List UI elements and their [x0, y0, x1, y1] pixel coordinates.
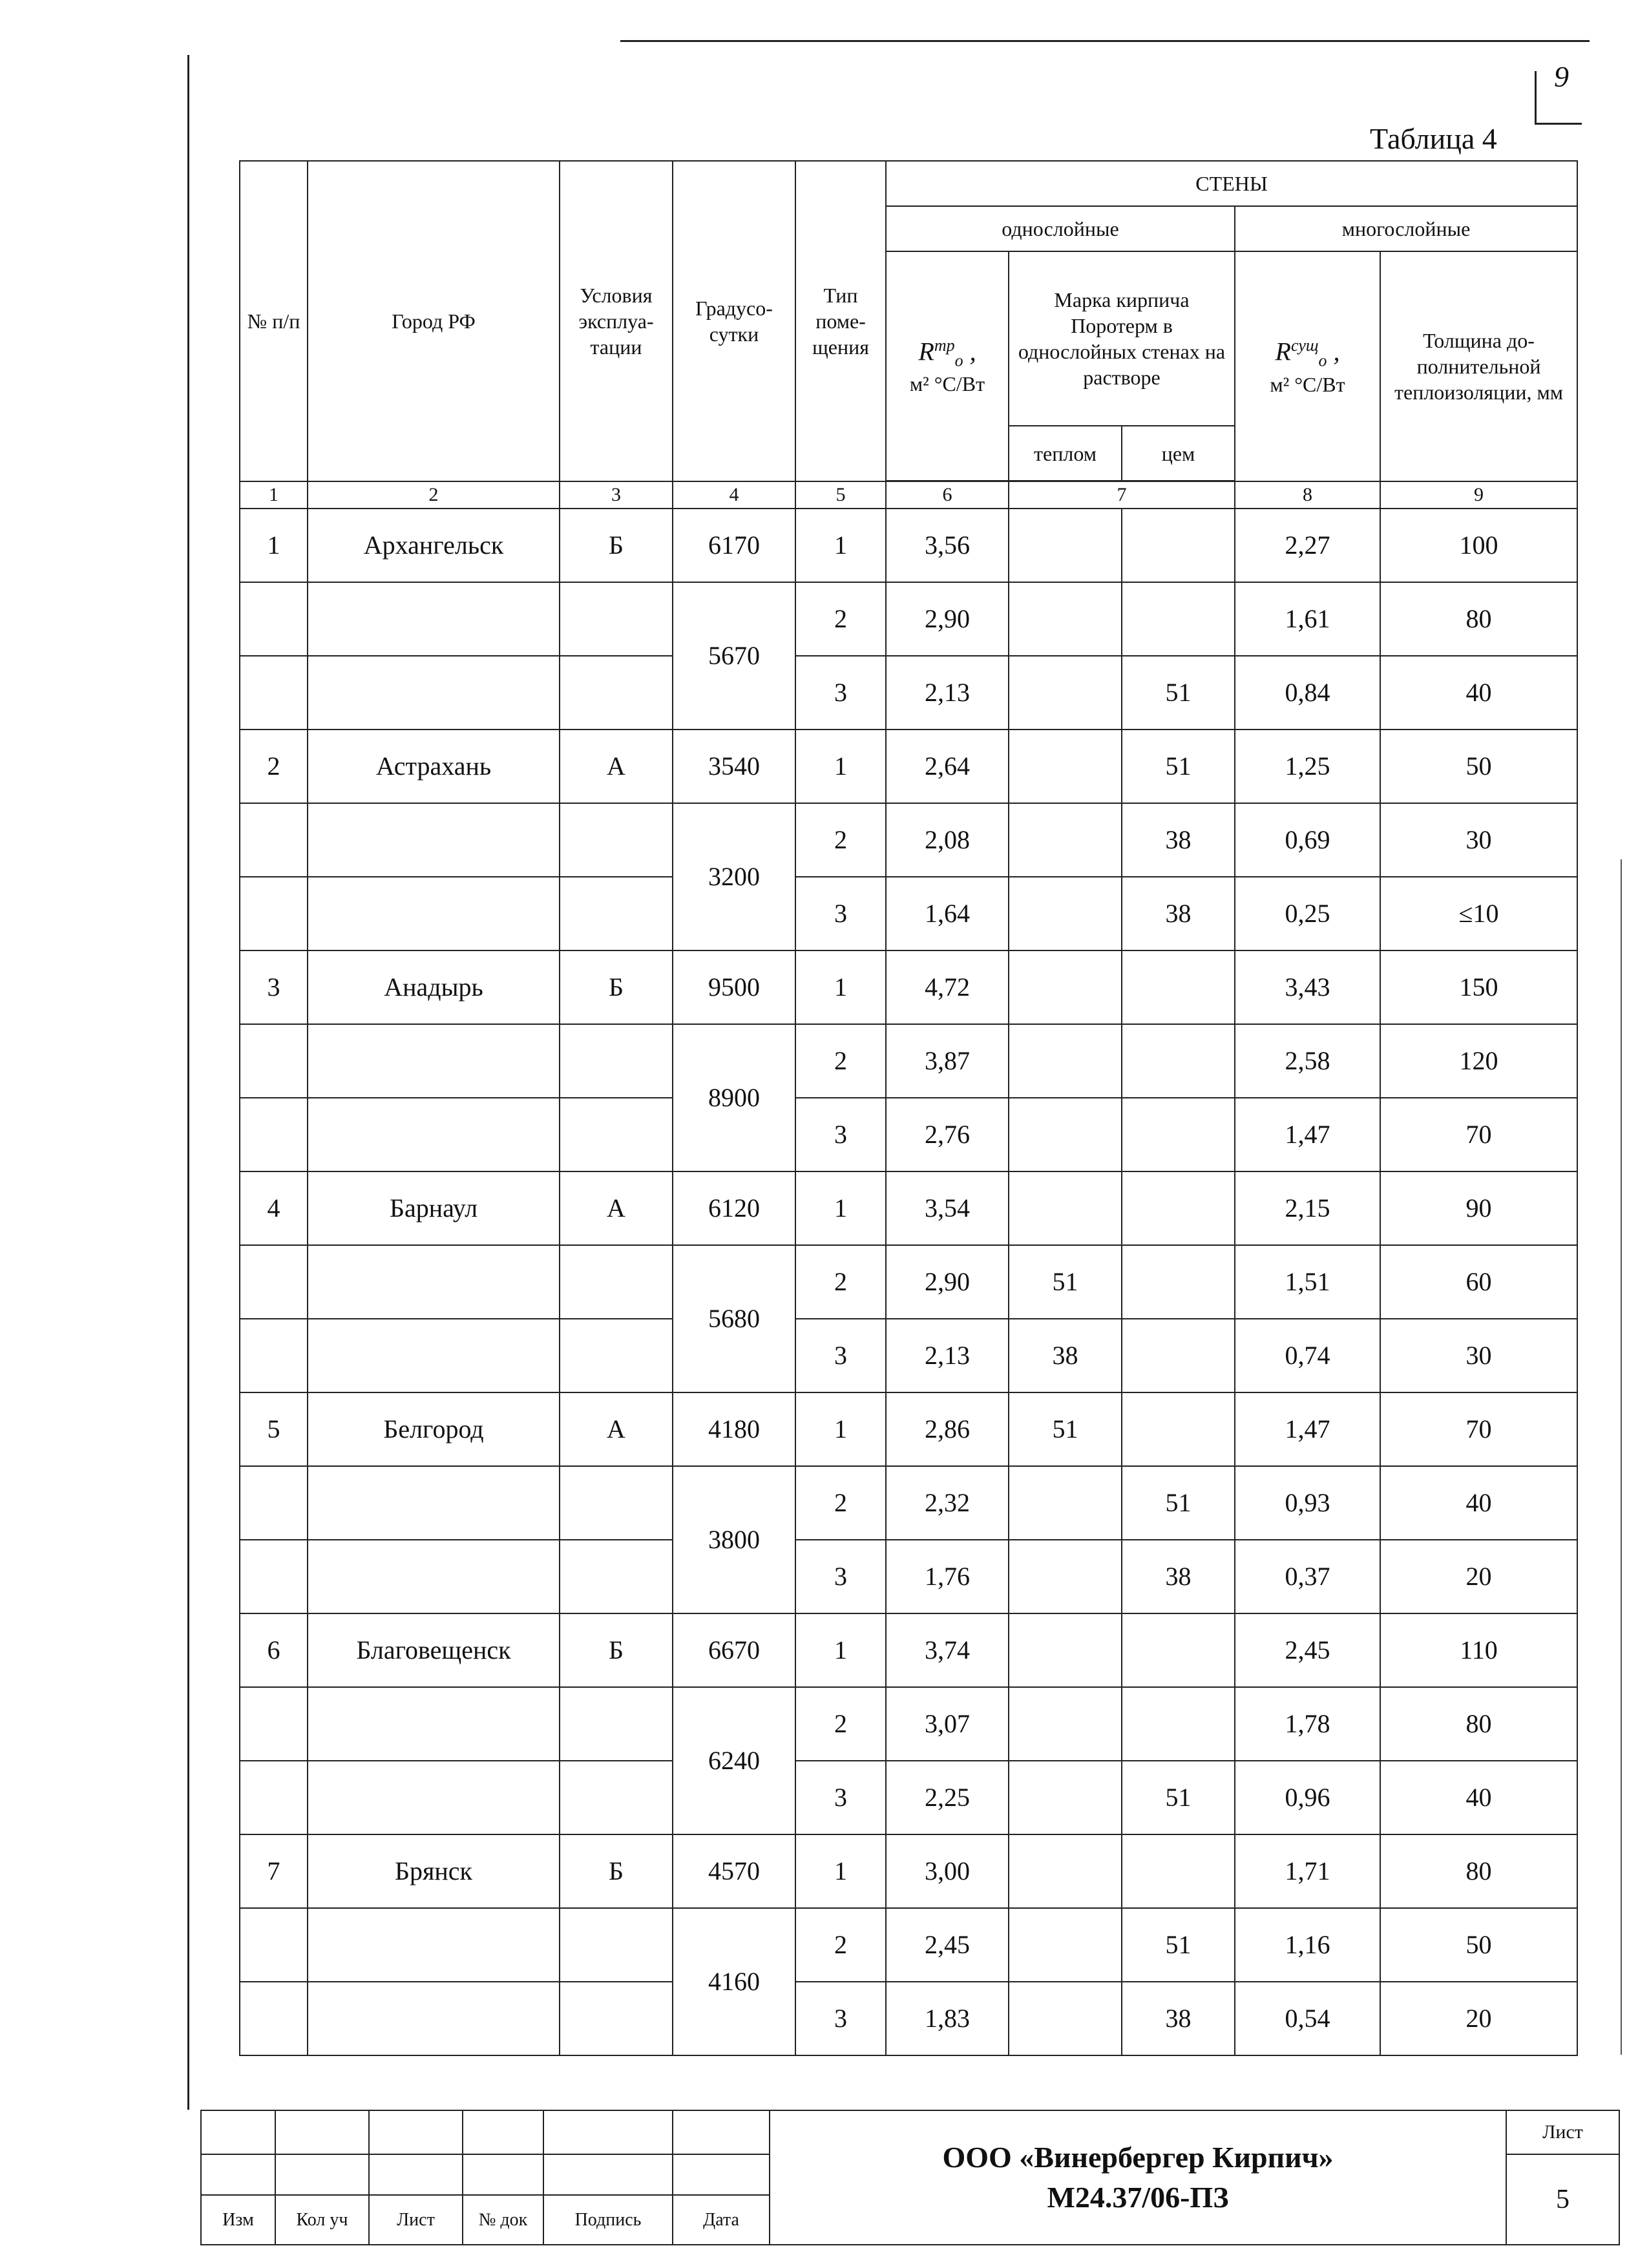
table-row [240, 656, 1577, 730]
brick-cement-mortar: 51 [1122, 656, 1235, 730]
brick-cement-mortar: 51 [1122, 730, 1235, 803]
brick-warm-mortar [1009, 582, 1122, 656]
operating-conditions [560, 1024, 673, 1098]
brick-warm-mortar [1009, 1024, 1122, 1098]
brick-warm-mortar: 38 [1009, 1319, 1122, 1392]
brick-warm-mortar [1009, 509, 1122, 582]
r-required-value: 1,83 [886, 1982, 1009, 2055]
r-existing-value: 2,58 [1235, 1024, 1380, 1098]
header-degree-days: Градусо-сутки [673, 161, 795, 481]
brick-cement-mortar [1122, 1834, 1235, 1908]
insulation-thickness: 20 [1380, 1540, 1577, 1613]
insulation-thickness: 40 [1380, 1466, 1577, 1540]
degree-days: 6240 [673, 1687, 795, 1834]
row-number [240, 1982, 308, 2055]
brick-cement-mortar [1122, 1392, 1235, 1466]
r-required-unit: м² °С/Вт [909, 372, 985, 396]
brick-warm-mortar [1009, 1171, 1122, 1245]
room-type: 3 [795, 1761, 886, 1834]
city-name [308, 1540, 560, 1613]
r-existing-value: 1,25 [1235, 730, 1380, 803]
r-required-value: 1,76 [886, 1540, 1009, 1613]
stamp-cell [275, 2110, 369, 2154]
r-existing-value: 3,43 [1235, 950, 1380, 1024]
r-required-value: 2,45 [886, 1908, 1009, 1982]
col-number: 8 [1235, 481, 1380, 509]
operating-conditions [560, 1466, 673, 1540]
row-number [240, 582, 308, 656]
brick-cement-mortar [1122, 1245, 1235, 1319]
brick-warm-mortar [1009, 803, 1122, 877]
r-required-value: 2,13 [886, 656, 1009, 730]
row-number: 7 [240, 1834, 308, 1908]
r-existing-value: 0,96 [1235, 1761, 1380, 1834]
insulation-thickness: 60 [1380, 1245, 1577, 1319]
brick-cement-mortar [1122, 1171, 1235, 1245]
stamp-cell [543, 2154, 673, 2195]
r-existing-symbol: $R^{сущ}_о$ , [1275, 336, 1340, 370]
table-caption: Таблица 4 [1370, 122, 1497, 155]
row-number [240, 1687, 308, 1761]
handwritten-page-number: 9 [1554, 60, 1569, 93]
table-row [240, 1319, 1577, 1392]
table-row [240, 1540, 1577, 1613]
degree-days: 3800 [673, 1466, 795, 1613]
room-type: 3 [795, 1319, 886, 1392]
r-required-value: 2,13 [886, 1319, 1009, 1392]
r-required-value: 2,25 [886, 1761, 1009, 1834]
r-existing-value: 1,71 [1235, 1834, 1380, 1908]
room-type: 1 [795, 1392, 886, 1466]
brick-warm-mortar [1009, 1761, 1122, 1834]
city-name [308, 1687, 560, 1761]
insulation-thickness: 110 [1380, 1613, 1577, 1687]
brick-warm-mortar [1009, 1540, 1122, 1613]
room-type: 2 [795, 1024, 886, 1098]
col-number: 3 [560, 481, 673, 509]
header-multi-layer: многослойные [1235, 206, 1577, 251]
r-existing-value: 0,69 [1235, 803, 1380, 877]
row-number: 5 [240, 1392, 308, 1466]
row-number: 6 [240, 1613, 308, 1687]
room-type: 1 [795, 950, 886, 1024]
operating-conditions [560, 877, 673, 950]
room-type: 2 [795, 1245, 886, 1319]
header-insulation: Толщина до-полнительной теплоизоляции, мм [1380, 251, 1577, 481]
table-row [240, 582, 1577, 656]
city-name [308, 803, 560, 877]
brick-cement-mortar [1122, 1024, 1235, 1098]
table-row [240, 730, 1577, 803]
brick-cement-mortar: 38 [1122, 1540, 1235, 1613]
operating-conditions [560, 1908, 673, 1982]
table-row [240, 1613, 1577, 1687]
operating-conditions: А [560, 1171, 673, 1245]
city-name: Анадырь [308, 950, 560, 1024]
header-r-required [886, 251, 1009, 481]
stamp-cell [673, 2154, 770, 2195]
r-existing-value: 1,61 [1235, 582, 1380, 656]
table-row [240, 1245, 1577, 1319]
operating-conditions [560, 1245, 673, 1319]
degree-days: 6120 [673, 1171, 795, 1245]
operating-conditions: Б [560, 1834, 673, 1908]
insulation-thickness: ≤10 [1380, 877, 1577, 950]
header-conditions: Условия эксплуа-тации [560, 161, 673, 481]
header-city: Город РФ [308, 161, 560, 481]
city-name: Архангельск [308, 509, 560, 582]
r-required-value: 2,76 [886, 1098, 1009, 1171]
operating-conditions: Б [560, 950, 673, 1024]
r-required-value: 3,74 [886, 1613, 1009, 1687]
col-number: 7 [1009, 481, 1235, 509]
organization-name: ООО «Винербергер Кирпич» [942, 2140, 1334, 2174]
header-walls: СТЕНЫ [886, 161, 1577, 206]
table-row [240, 509, 1577, 582]
room-type: 1 [795, 1613, 886, 1687]
document-code: М24.37/06-ПЗ [1047, 2181, 1229, 2214]
row-number [240, 877, 308, 950]
city-name [308, 1466, 560, 1540]
r-required-value: 2,90 [886, 582, 1009, 656]
row-number [240, 656, 308, 730]
stamp-cell [463, 2110, 543, 2154]
insulation-thickness: 80 [1380, 1834, 1577, 1908]
table-row [240, 1908, 1577, 1982]
room-type: 2 [795, 582, 886, 656]
header-cement-mortar: цем [1122, 426, 1235, 481]
degree-days: 6670 [673, 1613, 795, 1687]
degree-days: 4180 [673, 1392, 795, 1466]
brick-cement-mortar [1122, 950, 1235, 1024]
table-row [240, 1392, 1577, 1466]
room-type: 2 [795, 1687, 886, 1761]
table-row [240, 1982, 1577, 2055]
r-required-value: 2,90 [886, 1245, 1009, 1319]
brick-cement-mortar [1122, 582, 1235, 656]
operating-conditions: А [560, 730, 673, 803]
brick-cement-mortar [1122, 1098, 1235, 1171]
frame-top-rule [620, 40, 1590, 42]
organization-designation [770, 2110, 1506, 2245]
insulation-thickness: 50 [1380, 730, 1577, 803]
table-row [240, 1761, 1577, 1834]
insulation-thickness: 150 [1380, 950, 1577, 1024]
r-required-value: 2,64 [886, 730, 1009, 803]
table-row [240, 803, 1577, 877]
room-type: 1 [795, 1834, 886, 1908]
room-type: 2 [795, 803, 886, 877]
brick-cement-mortar: 38 [1122, 1982, 1235, 2055]
r-existing-value: 2,15 [1235, 1171, 1380, 1245]
stamp-label-doc-number: № док [463, 2195, 543, 2245]
stamp-cell [201, 2110, 275, 2154]
brick-warm-mortar [1009, 1834, 1122, 1908]
table-row [240, 1466, 1577, 1540]
city-name: Астрахань [308, 730, 560, 803]
degree-days: 5670 [673, 582, 795, 730]
header-room-type: Тип поме-щения [795, 161, 886, 481]
city-name [308, 1761, 560, 1834]
insulation-thickness: 100 [1380, 509, 1577, 582]
brick-warm-mortar [1009, 1687, 1122, 1761]
r-existing-value: 1,78 [1235, 1687, 1380, 1761]
room-type: 3 [795, 1098, 886, 1171]
data-table [239, 160, 1578, 2056]
table-row [240, 1098, 1577, 1171]
operating-conditions [560, 1687, 673, 1761]
insulation-thickness: 40 [1380, 656, 1577, 730]
row-number [240, 1319, 308, 1392]
room-type: 3 [795, 656, 886, 730]
operating-conditions [560, 1098, 673, 1171]
brick-cement-mortar [1122, 1613, 1235, 1687]
city-name [308, 1319, 560, 1392]
city-name: Брянск [308, 1834, 560, 1908]
sheet-label: Лист [1506, 2110, 1619, 2154]
stamp-label-date: Дата [673, 2195, 770, 2245]
brick-cement-mortar: 51 [1122, 1908, 1235, 1982]
room-type: 3 [795, 1540, 886, 1613]
degree-days: 4570 [673, 1834, 795, 1908]
operating-conditions: Б [560, 509, 673, 582]
brick-warm-mortar: 51 [1009, 1392, 1122, 1466]
insulation-thickness: 90 [1380, 1171, 1577, 1245]
brick-warm-mortar: 51 [1009, 1245, 1122, 1319]
table-row [240, 950, 1577, 1024]
stamp-label-count: Кол уч [275, 2195, 369, 2245]
r-existing-unit: м² °С/Вт [1270, 372, 1345, 396]
stamp-label-sheet: Лист [369, 2195, 463, 2245]
title-block [200, 2110, 1620, 2245]
stamp-cell [369, 2154, 463, 2195]
r-required-value: 3,00 [886, 1834, 1009, 1908]
row-number: 4 [240, 1171, 308, 1245]
degree-days: 6170 [673, 509, 795, 582]
room-type: 1 [795, 509, 886, 582]
header-single-layer: однослойные [886, 206, 1235, 251]
stamp-cell [543, 2110, 673, 2154]
header-warm-mortar: теплом [1009, 426, 1122, 481]
r-required-value: 2,08 [886, 803, 1009, 877]
table-row [240, 1171, 1577, 1245]
brick-cement-mortar [1122, 509, 1235, 582]
degree-days: 3200 [673, 803, 795, 950]
city-name [308, 1245, 560, 1319]
table-row [240, 1024, 1577, 1098]
r-existing-value: 0,25 [1235, 877, 1380, 950]
city-name: Благовещенск [308, 1613, 560, 1687]
header-brick-mark: Марка кирпича Поротерм в однослойных стенах на растворе [1009, 251, 1235, 426]
insulation-thickness: 80 [1380, 1687, 1577, 1761]
r-existing-value: 0,84 [1235, 656, 1380, 730]
degree-days: 4160 [673, 1908, 795, 2055]
operating-conditions [560, 1540, 673, 1613]
r-required-value: 3,56 [886, 509, 1009, 582]
operating-conditions [560, 582, 673, 656]
row-number: 3 [240, 950, 308, 1024]
insulation-thickness: 30 [1380, 1319, 1577, 1392]
col-number: 4 [673, 481, 795, 509]
city-name [308, 1024, 560, 1098]
brick-cement-mortar [1122, 1687, 1235, 1761]
city-name [308, 1098, 560, 1171]
col-number: 6 [886, 481, 1009, 509]
sheet-number: 5 [1506, 2154, 1619, 2245]
col-number: 9 [1380, 481, 1577, 509]
stamp-cell [673, 2110, 770, 2154]
r-existing-value: 0,37 [1235, 1540, 1380, 1613]
brick-warm-mortar [1009, 1908, 1122, 1982]
insulation-thickness: 20 [1380, 1982, 1577, 2055]
brick-warm-mortar [1009, 656, 1122, 730]
stamp-cell [201, 2154, 275, 2195]
degree-days: 3540 [673, 730, 795, 803]
table-row [240, 1834, 1577, 1908]
brick-warm-mortar [1009, 1466, 1122, 1540]
frame-right-fragment [1621, 859, 1622, 2055]
header-r-existing [1235, 251, 1380, 481]
r-existing-value: 0,54 [1235, 1982, 1380, 2055]
city-name [308, 656, 560, 730]
r-required-value: 2,86 [886, 1392, 1009, 1466]
brick-cement-mortar: 51 [1122, 1761, 1235, 1834]
r-required-value: 2,32 [886, 1466, 1009, 1540]
degree-days: 5680 [673, 1245, 795, 1392]
operating-conditions [560, 1982, 673, 2055]
operating-conditions [560, 656, 673, 730]
degree-days: 8900 [673, 1024, 795, 1171]
r-existing-value: 1,47 [1235, 1098, 1380, 1171]
insulation-thickness: 50 [1380, 1908, 1577, 1982]
city-name [308, 877, 560, 950]
r-existing-value: 1,51 [1235, 1245, 1380, 1319]
brick-cement-mortar: 51 [1122, 1466, 1235, 1540]
stamp-cell [463, 2154, 543, 2195]
row-number: 1 [240, 509, 308, 582]
room-type: 2 [795, 1908, 886, 1982]
row-number [240, 1098, 308, 1171]
room-type: 3 [795, 877, 886, 950]
col-number: 1 [240, 481, 308, 509]
insulation-thickness: 70 [1380, 1392, 1577, 1466]
room-type: 1 [795, 1171, 886, 1245]
col-number: 5 [795, 481, 886, 509]
insulation-thickness: 120 [1380, 1024, 1577, 1098]
col-number: 2 [308, 481, 560, 509]
brick-cement-mortar [1122, 1319, 1235, 1392]
stamp-label-signature: Подпись [543, 2195, 673, 2245]
insulation-thickness: 80 [1380, 582, 1577, 656]
room-type: 2 [795, 1466, 886, 1540]
header-num: № п/п [240, 161, 308, 481]
operating-conditions [560, 803, 673, 877]
stamp-cell [275, 2154, 369, 2195]
r-required-value: 3,54 [886, 1171, 1009, 1245]
city-name [308, 1908, 560, 1982]
city-name [308, 582, 560, 656]
r-existing-value: 2,45 [1235, 1613, 1380, 1687]
room-type: 3 [795, 1982, 886, 2055]
city-name [308, 1982, 560, 2055]
r-required-value: 4,72 [886, 950, 1009, 1024]
row-number [240, 1761, 308, 1834]
city-name: Белгород [308, 1392, 560, 1466]
operating-conditions [560, 1319, 673, 1392]
table-row [240, 877, 1577, 950]
insulation-thickness: 70 [1380, 1098, 1577, 1171]
brick-cement-mortar: 38 [1122, 803, 1235, 877]
row-number [240, 1245, 308, 1319]
operating-conditions [560, 1761, 673, 1834]
row-number [240, 1540, 308, 1613]
r-required-value: 1,64 [886, 877, 1009, 950]
brick-warm-mortar [1009, 1098, 1122, 1171]
row-number [240, 1024, 308, 1098]
brick-warm-mortar [1009, 1982, 1122, 2055]
brick-warm-mortar [1009, 730, 1122, 803]
operating-conditions: А [560, 1392, 673, 1466]
brick-warm-mortar [1009, 1613, 1122, 1687]
frame-left-border [187, 55, 189, 2110]
room-type: 1 [795, 730, 886, 803]
brick-warm-mortar [1009, 950, 1122, 1024]
row-number [240, 803, 308, 877]
city-name: Барнаул [308, 1171, 560, 1245]
insulation-thickness: 40 [1380, 1761, 1577, 1834]
r-existing-value: 1,47 [1235, 1392, 1380, 1466]
table-row [240, 1687, 1577, 1761]
insulation-thickness: 30 [1380, 803, 1577, 877]
r-existing-value: 1,16 [1235, 1908, 1380, 1982]
operating-conditions: Б [560, 1613, 673, 1687]
stamp-cell [369, 2110, 463, 2154]
r-existing-value: 2,27 [1235, 509, 1380, 582]
r-required-value: 3,07 [886, 1687, 1009, 1761]
r-required-value: 3,87 [886, 1024, 1009, 1098]
row-number: 2 [240, 730, 308, 803]
r-existing-value: 0,93 [1235, 1466, 1380, 1540]
brick-cement-mortar: 38 [1122, 877, 1235, 950]
degree-days: 9500 [673, 950, 795, 1024]
r-existing-value: 0,74 [1235, 1319, 1380, 1392]
row-number [240, 1466, 308, 1540]
brick-warm-mortar [1009, 877, 1122, 950]
row-number [240, 1908, 308, 1982]
r-required-symbol: $R^{тр}_о$ , [918, 335, 976, 370]
stamp-label-change: Изм [201, 2195, 275, 2245]
